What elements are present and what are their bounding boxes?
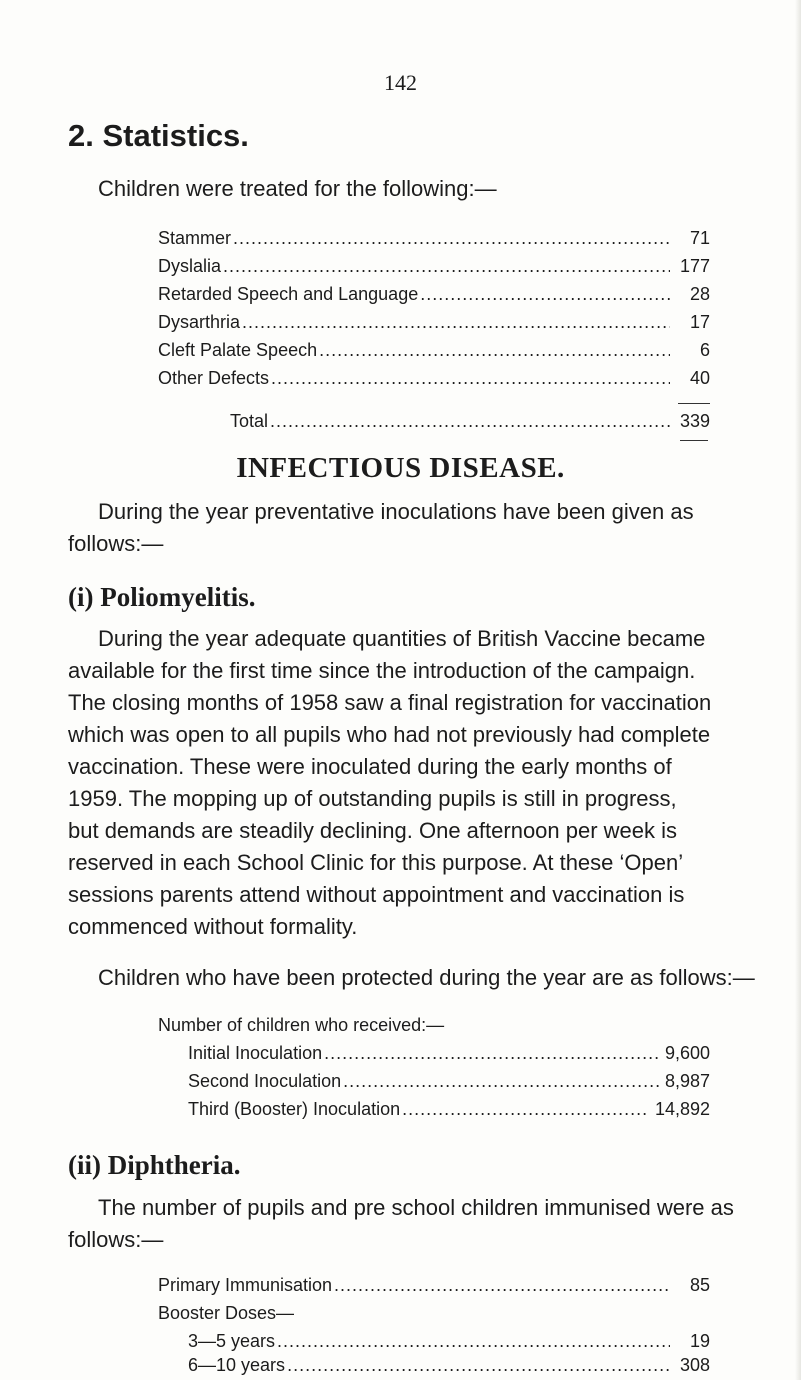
item-value: 28 bbox=[689, 284, 710, 304]
paragraph-line: 1959. The mopping up of outstanding pupils is still in progress, bbox=[68, 786, 677, 811]
statistics-heading: 2. Statistics. bbox=[68, 118, 249, 153]
item-label: 6—10 years bbox=[188, 1355, 286, 1375]
list-item bbox=[158, 1275, 710, 1297]
infectious-intro-line: During the year preventative inoculations have been given as bbox=[98, 499, 694, 524]
booster-label: Booster Doses— bbox=[158, 1303, 295, 1323]
item-label: Dysarthria bbox=[158, 312, 241, 332]
infectious-intro-line: follows:— bbox=[68, 531, 164, 556]
paragraph-line: commenced without formality. bbox=[68, 914, 358, 939]
list-item bbox=[158, 340, 710, 362]
item-value: 19 bbox=[689, 1331, 710, 1351]
paragraph-line: which was open to all pupils who had not previously had complete bbox=[68, 722, 711, 747]
list-item bbox=[158, 256, 710, 278]
statistics-intro: Children were treated for the following:— bbox=[98, 176, 497, 201]
item-value: 8,987 bbox=[664, 1071, 710, 1091]
item-label: Initial Inoculation bbox=[188, 1043, 323, 1063]
received-label: Number of children who received:— bbox=[158, 1015, 445, 1035]
item-label: Stammer bbox=[158, 228, 232, 248]
list-item bbox=[188, 1099, 710, 1121]
paragraph-line: available for the first time since the introduction of the campaign. bbox=[68, 658, 696, 683]
item-value: 6 bbox=[699, 340, 710, 360]
item-value: 308 bbox=[679, 1355, 710, 1375]
list-item bbox=[188, 1355, 710, 1377]
paragraph-line: During the year adequate quantities of British Vaccine became bbox=[98, 626, 706, 651]
list-item bbox=[158, 368, 710, 390]
total-label: Total bbox=[230, 411, 269, 431]
page-number: 142 bbox=[384, 70, 417, 95]
list-item bbox=[188, 1043, 710, 1065]
total-bottom-rule bbox=[680, 440, 708, 441]
infectious-heading: INFECTIOUS DISEASE. bbox=[236, 452, 565, 484]
paragraph-line: vaccination. These were inoculated during the early months of bbox=[68, 754, 672, 779]
list-item bbox=[158, 312, 710, 334]
item-label: Dyslalia bbox=[158, 256, 222, 276]
protected-intro: Children who have been protected during the year are as follows:— bbox=[98, 965, 755, 990]
item-label: 3—5 years bbox=[188, 1331, 276, 1351]
paragraph-line: sessions parents attend without appointment and vaccination is bbox=[68, 882, 685, 907]
paragraph-line: reserved in each School Clinic for this purpose. At these ‘Open’ bbox=[68, 850, 684, 875]
total-top-rule bbox=[678, 403, 710, 404]
item-label: Primary Immunisation bbox=[158, 1275, 333, 1295]
diphtheria-intro-line: follows:— bbox=[68, 1227, 164, 1252]
paragraph-line: The closing months of 1958 saw a final registration for vaccination bbox=[68, 690, 712, 715]
total-row bbox=[230, 411, 710, 433]
list-item bbox=[158, 228, 710, 250]
item-value: 177 bbox=[679, 256, 710, 276]
item-label: Third (Booster) Inoculation bbox=[188, 1099, 401, 1119]
list-item bbox=[188, 1331, 710, 1353]
diphtheria-heading: (ii) Diphtheria. bbox=[68, 1150, 241, 1180]
diphtheria-intro-line: The number of pupils and pre school children immunised were as bbox=[98, 1195, 734, 1220]
list-item bbox=[158, 284, 710, 306]
poliomyelitis-heading: (i) Poliomyelitis. bbox=[68, 582, 256, 612]
list-item bbox=[188, 1071, 710, 1093]
item-value: 17 bbox=[689, 312, 710, 332]
item-label: Other Defects bbox=[158, 368, 270, 388]
item-label: Retarded Speech and Language bbox=[158, 284, 419, 304]
item-label: Cleft Palate Speech bbox=[158, 340, 318, 360]
item-label: Second Inoculation bbox=[188, 1071, 342, 1091]
item-value: 40 bbox=[689, 368, 710, 388]
page-edge bbox=[795, 0, 801, 1380]
paragraph-line: but demands are steadily declining. One afternoon per week is bbox=[68, 818, 678, 843]
total-value: 339 bbox=[679, 411, 710, 431]
item-value: 14,892 bbox=[654, 1099, 710, 1119]
item-value: 71 bbox=[689, 228, 710, 248]
item-value: 9,600 bbox=[664, 1043, 710, 1063]
item-value: 85 bbox=[689, 1275, 710, 1295]
